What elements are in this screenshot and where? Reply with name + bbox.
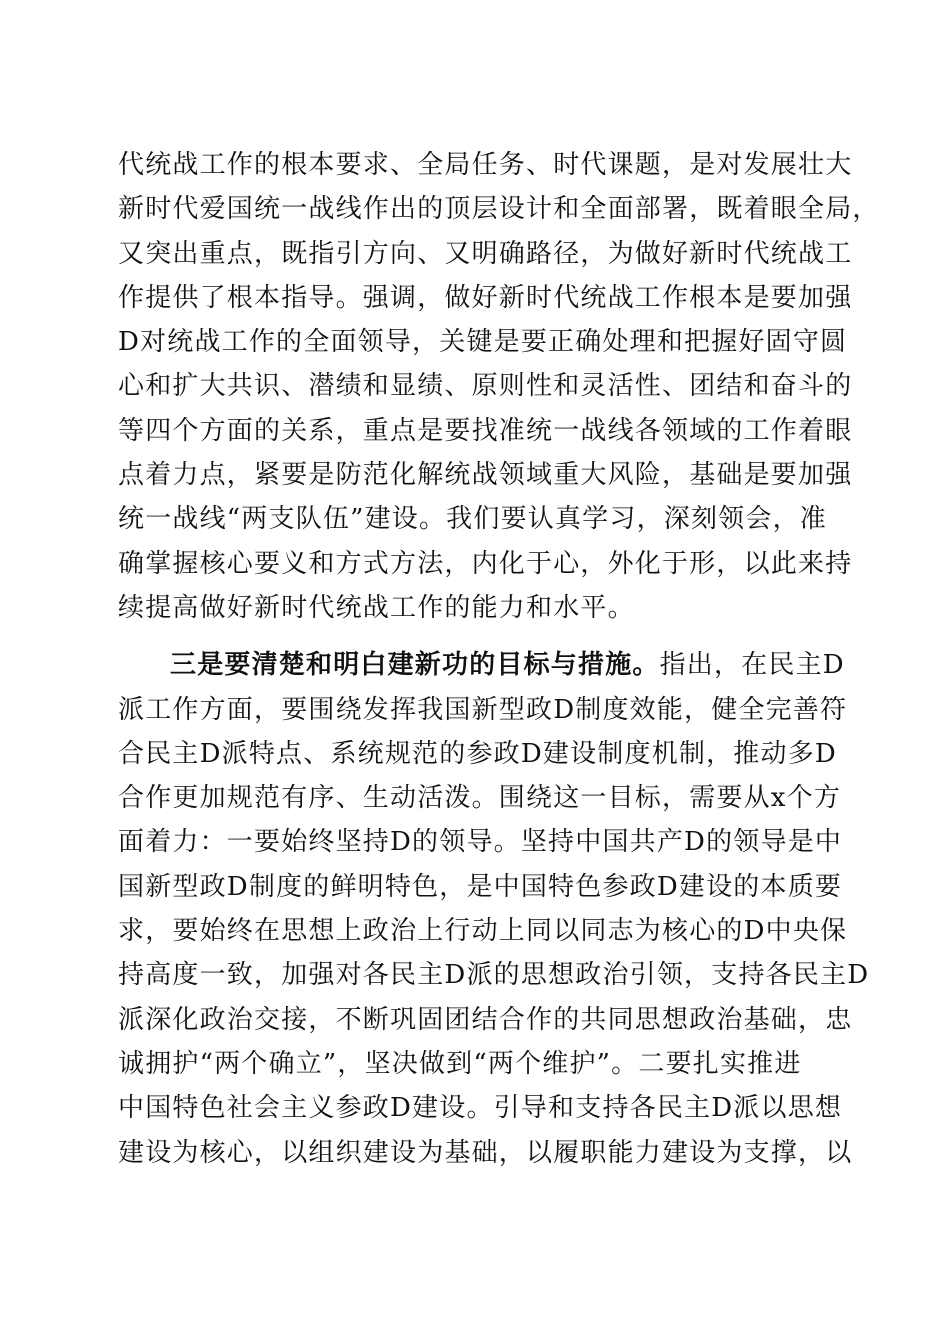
paragraph-1-line: 新时代爱国统一战线作出的顶层设计和全面部署，既着眼全局，: [118, 194, 880, 225]
paragraph-1-line: D对统战工作的全面领导，关键是要正确处理和把握好固守圆: [118, 327, 848, 358]
paragraph-2-line: 派工作方面，要围绕发挥我国新型政D制度效能，健全完善符: [118, 694, 848, 725]
paragraph-2-first-line-rest: 指出，在民主D: [659, 650, 845, 681]
paragraph-1-line: 确掌握核心要义和方式方法，内化于心，外化于形，以此来持: [118, 548, 853, 579]
paragraph-spacer: [118, 630, 833, 643]
paragraph-1-line: 等四个方面的关系，重点是要找准统一战线各领域的工作着眼: [118, 415, 853, 446]
paragraph-2-line: 派深化政治交接，不断巩固团结合作的共同思想政治基础，忠: [118, 1004, 853, 1035]
paragraph-1-line: 心和扩大共识、潜绩和显绩、原则性和灵活性、团结和奋斗的: [118, 371, 853, 402]
paragraph-1-line: 又突出重点，既指引方向、又明确路径，为做好新时代统战工: [118, 238, 853, 269]
paragraph-2-line: 国新型政D制度的鲜明特色，是中国特色参政D建设的本质要: [118, 871, 843, 902]
paragraph-1-line: 点着力点，紧要是防范化解统战领域重大风险，基础是要加强: [118, 460, 853, 491]
paragraph-1: [118, 143, 880, 630]
paragraph-2-line: 合民主D派特点、系统规范的参政D建设制度机制，推动多D: [118, 738, 837, 769]
paragraph-2-lead-sentence: 三是要清楚和明白建新功的目标与措施。: [170, 650, 660, 681]
paragraph-2-line: 建设为核心，以组织建设为基础，以履职能力建设为支撑，以: [118, 1137, 853, 1168]
paragraph-2: [118, 643, 870, 1175]
paragraph-2-first-line: [118, 643, 845, 687]
paragraph-2-line: 诚拥护“两个确立”，坚决做到“两个维护”。二要扎实推进: [118, 1048, 802, 1079]
paragraph-2-line: 合作更加规范有序、生动活泼。围绕这一目标，需要从x个方: [118, 783, 842, 814]
paragraph-1-line: 代统战工作的根本要求、全局任务、时代课题，是对发展壮大: [118, 150, 853, 180]
paragraph-1-line: 统一战线“两支队伍”建设。我们要认真学习，深刻领会，准: [118, 504, 827, 535]
paragraph-2-line: 求，要始终在思想上政治上行动上同以同志为核心的D中央保: [118, 916, 848, 947]
document-body: [118, 143, 880, 1175]
paragraph-1-line: 续提高做好新时代统战工作的能力和水平。: [118, 592, 635, 623]
paragraph-2-line: 面着力：一要始终坚持D的领导。坚持中国共产D的领导是中: [118, 827, 843, 858]
paragraph-2-line: 中国特色社会主义参政D建设。引导和支持各民主D派以思想: [118, 1093, 843, 1124]
paragraph-1-line: 作提供了根本指导。强调，做好新时代统战工作根本是要加强: [118, 282, 853, 313]
paragraph-2-line: 持高度一致，加强对各民主D派的思想政治引领，支持各民主D: [118, 960, 870, 991]
